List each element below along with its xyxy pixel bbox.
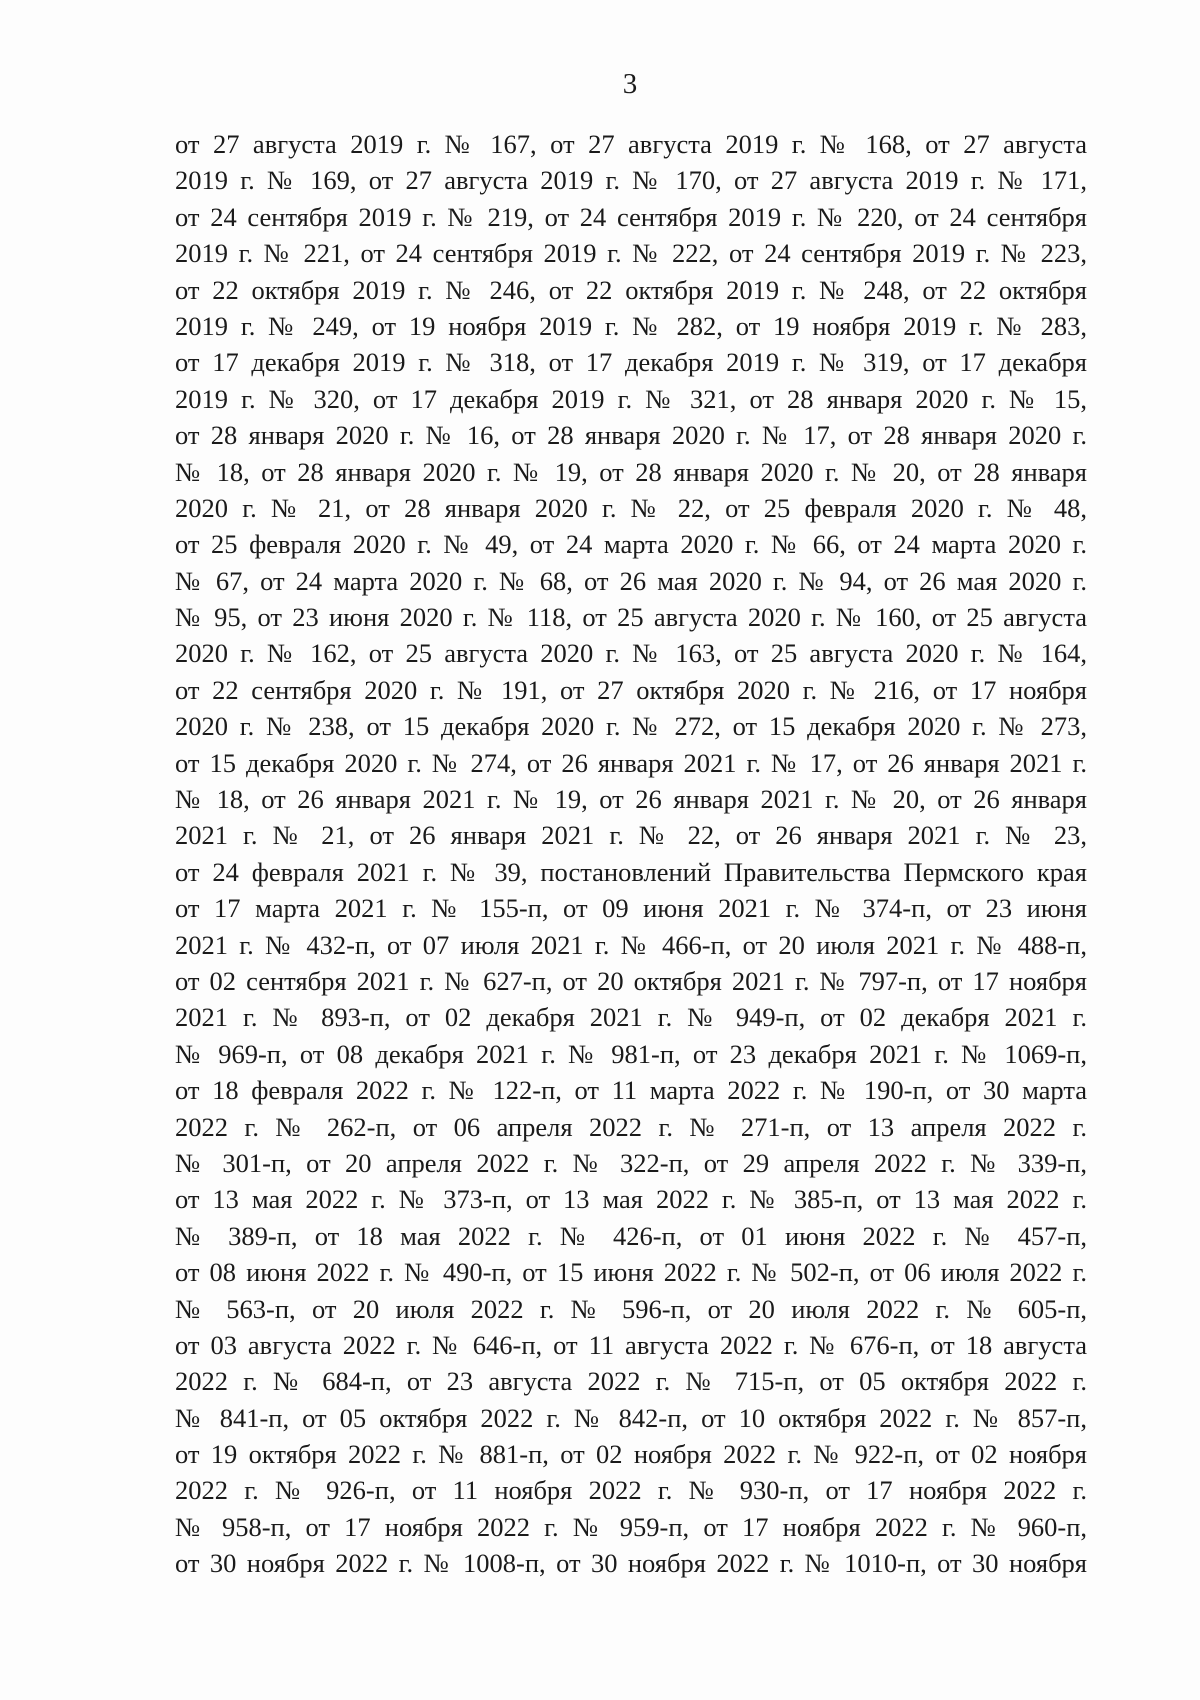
text-line: 2022 г. № 262-п, от 06 апреля 2022 г. № 271-п, от 13 апреля 2022 г. <box>175 1111 1087 1142</box>
text-line: от 02 сентября 2021 г. № 627-п, от 20 октября 2021 г. № 797-п, от 17 ноября <box>175 965 1087 996</box>
text-line: от 17 декабря 2019 г. № 318, от 17 декабря 2019 г. № 319, от 17 декабря <box>175 347 1087 378</box>
text-line: 2019 г. № 249, от 19 ноября 2019 г. № 282, от 19 ноября 2019 г. № 283, <box>175 310 1087 341</box>
text-line: № 389-п, от 18 мая 2022 г. № 426-п, от 01 июня 2022 г. № 457-п, <box>175 1220 1087 1251</box>
text-line: № 563-п, от 20 июля 2022 г. № 596-п, от 20 июля 2022 г. № 605-п, <box>175 1293 1087 1324</box>
text-line: от 22 сентября 2020 г. № 191, от 27 октября 2020 г. № 216, от 17 ноября <box>175 674 1087 705</box>
text-line: от 24 февраля 2021 г. № 39, постановлений Правительства Пермского края <box>175 856 1087 887</box>
text-line: от 25 февраля 2020 г. № 49, от 24 марта 2020 г. № 66, от 24 марта 2020 г. <box>175 529 1087 560</box>
text-line: 2021 г. № 21, от 26 января 2021 г. № 22, от 26 января 2021 г. № 23, <box>175 820 1087 851</box>
text-line: от 19 октября 2022 г. № 881-п, от 02 ноября 2022 г. № 922-п, от 02 ноября <box>175 1439 1087 1470</box>
text-line: от 24 сентября 2019 г. № 219, от 24 сентября 2019 г. № 220, от 24 сентября <box>175 201 1087 232</box>
text-line: от 13 мая 2022 г. № 373-п, от 13 мая 2022 г. № 385-п, от 13 мая 2022 г. <box>175 1184 1087 1215</box>
text-line: № 18, от 28 января 2020 г. № 19, от 28 января 2020 г. № 20, от 28 января <box>175 456 1087 487</box>
text-line: от 08 июня 2022 г. № 490-п, от 15 июня 2022 г. № 502-п, от 06 июля 2022 г. <box>175 1257 1087 1288</box>
text-line: 2020 г. № 21, от 28 января 2020 г. № 22, от 25 февраля 2020 г. № 48, <box>175 492 1087 523</box>
text-line: 2021 г. № 432-п, от 07 июля 2021 г. № 466-п, от 20 июля 2021 г. № 488-п, <box>175 929 1087 960</box>
text-line: от 30 ноября 2022 г. № 1008-п, от 30 ноября 2022 г. № 1010-п, от 30 ноября <box>175 1548 1087 1579</box>
body-text <box>175 126 1087 1582</box>
text-line: 2020 г. № 238, от 15 декабря 2020 г. № 272, от 15 декабря 2020 г. № 273, <box>175 711 1087 742</box>
text-line: 2020 г. № 162, от 25 августа 2020 г. № 163, от 25 августа 2020 г. № 164, <box>175 638 1087 669</box>
text-line: № 301-п, от 20 апреля 2022 г. № 322-п, от 29 апреля 2022 г. № 339-п, <box>175 1147 1087 1178</box>
text-line: от 17 марта 2021 г. № 155-п, от 09 июня 2021 г. № 374-п, от 23 июня <box>175 893 1087 924</box>
text-line: 2022 г. № 926-п, от 11 ноября 2022 г. № 930-п, от 17 ноября 2022 г. <box>175 1475 1087 1506</box>
text-line: № 958-п, от 17 ноября 2022 г. № 959-п, от 17 ноября 2022 г. № 960-п, <box>175 1511 1087 1542</box>
text-line: от 18 февраля 2022 г. № 122-п, от 11 марта 2022 г. № 190-п, от 30 марта <box>175 1075 1087 1106</box>
page-number: 3 <box>622 68 638 100</box>
text-line: 2019 г. № 221, от 24 сентября 2019 г. № 222, от 24 сентября 2019 г. № 223, <box>175 238 1087 269</box>
text-line: 2019 г. № 320, от 17 декабря 2019 г. № 321, от 28 января 2020 г. № 15, <box>175 383 1087 414</box>
text-line: № 841-п, от 05 октября 2022 г. № 842-п, от 10 октября 2022 г. № 857-п, <box>175 1402 1087 1433</box>
text-line: № 95, от 23 июня 2020 г. № 118, от 25 августа 2020 г. № 160, от 25 августа <box>175 602 1087 633</box>
text-line: от 22 октября 2019 г. № 246, от 22 октября 2019 г. № 248, от 22 октября <box>175 274 1087 305</box>
text-line: № 18, от 26 января 2021 г. № 19, от 26 января 2021 г. № 20, от 26 января <box>175 784 1087 815</box>
text-line: 2022 г. № 684-п, от 23 августа 2022 г. № 715-п, от 05 октября 2022 г. <box>175 1366 1087 1397</box>
text-line: от 27 августа 2019 г. № 167, от 27 августа 2019 г. № 168, от 27 августа <box>175 129 1087 159</box>
text-line: 2021 г. № 893-п, от 02 декабря 2021 г. № 949-п, от 02 декабря 2021 г. <box>175 1002 1087 1033</box>
text-line: от 28 января 2020 г. № 16, от 28 января 2020 г. № 17, от 28 января 2020 г. <box>175 420 1087 451</box>
text-line: от 03 августа 2022 г. № 646-п, от 11 августа 2022 г. № 676-п, от 18 августа <box>175 1329 1087 1360</box>
text-line: № 969-п, от 08 декабря 2021 г. № 981-п, от 23 декабря 2021 г. № 1069-п, <box>175 1038 1087 1069</box>
text-line: № 67, от 24 марта 2020 г. № 68, от 26 мая 2020 г. № 94, от 26 мая 2020 г. <box>175 565 1087 596</box>
text-line: 2019 г. № 169, от 27 августа 2019 г. № 170, от 27 августа 2019 г. № 171, <box>175 165 1087 196</box>
text-line: от 15 декабря 2020 г. № 274, от 26 января 2021 г. № 17, от 26 января 2021 г. <box>175 747 1087 778</box>
